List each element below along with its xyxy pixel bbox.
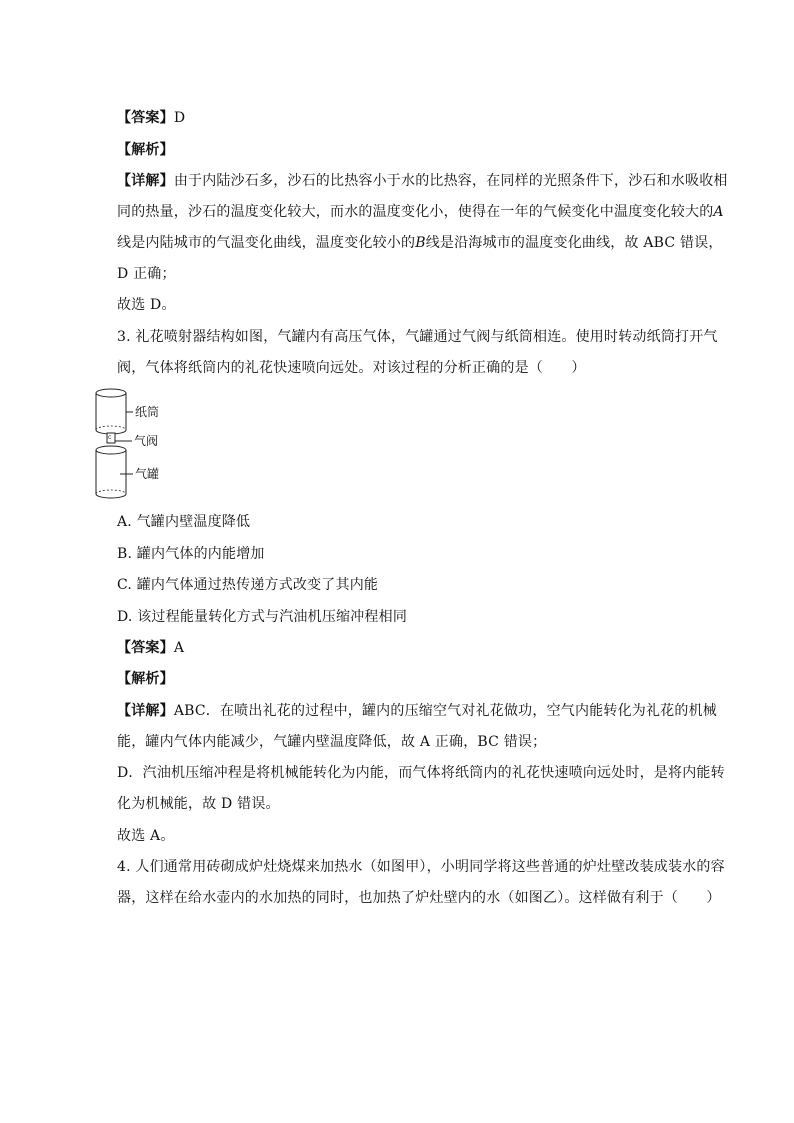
q3-detail-line-2: 能，罐内气体内能减少，气罐内壁温度降低，故 A 正确，BC 错误； — [117, 734, 547, 750]
tube-bottom-hidden — [96, 426, 126, 430]
q2-analysis-label: 【解析】 — [117, 142, 174, 158]
q3-detail-line-1 — [117, 701, 717, 721]
detail-label: 【详解】 — [117, 703, 174, 719]
q3-option-c: C. 罐内气体通过热传递方式改变了其内能 — [117, 577, 379, 593]
detail-text: 线是沿海城市的温度变化曲线，故 ABC 错误， — [425, 235, 723, 251]
answer-label: 【答案】 — [117, 110, 174, 126]
svg-text:c: c — [108, 434, 112, 441]
tank-bottom-hidden — [96, 490, 126, 494]
q3-analysis-label: 【解析】 — [117, 671, 174, 687]
q2-conclusion: 故选 D。 — [117, 297, 176, 313]
q3-answer — [117, 638, 184, 658]
q2-answer — [117, 108, 185, 128]
variable-a: A — [713, 204, 724, 220]
q3-detail-line-4: 化为机械能，故 D 错误。 — [117, 796, 280, 812]
q2-detail-line-4: D 正确； — [117, 266, 176, 282]
label-paper-tube: 纸筒 — [135, 405, 160, 419]
detail-text: 线是内陆城市的气温变化曲线，温度变化较小的 — [117, 235, 416, 251]
answer-value: D — [173, 110, 186, 126]
label-valve: 气阀 — [134, 434, 159, 448]
q3-stem-line-2: 阀，气体将纸筒内的礼花快速喷向远处。对该过程的分析正确的是（ ） — [117, 360, 586, 376]
q2-detail-line-2 — [117, 202, 724, 222]
detail-label: 【详解】 — [117, 173, 174, 189]
q4-stem-line-1: 4. 人们通常用砖砌成炉灶烧煤来加热水（如图甲），小明同学将这些普通的炉灶壁改装成装水的容 — [117, 859, 725, 875]
q3-option-d: D. 该过程能量转化方式与汽油机压缩冲程相同 — [117, 609, 408, 625]
q2-detail-line-3 — [117, 233, 723, 253]
tank-bottom — [96, 494, 126, 498]
q3-figure-fireworks-launcher — [90, 388, 170, 502]
detail-text: ABC．在喷出礼花的过程中，罐内的压缩空气对礼花做功，空气内能转化为礼花的机械 — [173, 703, 717, 719]
label-gas-tank: 气罐 — [135, 467, 160, 481]
q3-option-b: B. 罐内气体的内能增加 — [117, 546, 265, 562]
answer-value: A — [173, 640, 185, 656]
q3-option-a: A. 气罐内壁温度降低 — [117, 514, 251, 530]
detail-text: 由于内陆沙石多，沙石的比热容小于水的比热容，在同样的光照条件下，沙石和水吸收相 — [173, 173, 728, 189]
detail-text: 同的热量，沙石的温度变化较大，而水的温度变化小，使得在一年的气候变化中温度变化较大的 — [117, 204, 714, 220]
q3-stem-line-1: 3. 礼花喷射器结构如图，气罐内有高压气体，气罐通过气阀与纸筒相连。使用时转动纸筒打开气 — [117, 329, 718, 345]
q2-detail-line-1 — [117, 171, 728, 191]
tube-top — [96, 389, 126, 397]
answer-label: 【答案】 — [117, 640, 174, 656]
q4-stem-line-2: 器，这样在给水壶内的水加热的同时，也加热了炉灶壁内的水（如图乙）。这样做有利于（ ） — [117, 890, 721, 906]
q3-detail-line-3: D．汽油机压缩冲程是将机械能转化为内能，而气体将纸筒内的礼花快速喷向远处时，是将内能转 — [117, 765, 725, 781]
q3-conclusion: 故选 A。 — [117, 828, 175, 844]
variable-b: B — [415, 235, 426, 251]
tank-top — [96, 446, 126, 454]
